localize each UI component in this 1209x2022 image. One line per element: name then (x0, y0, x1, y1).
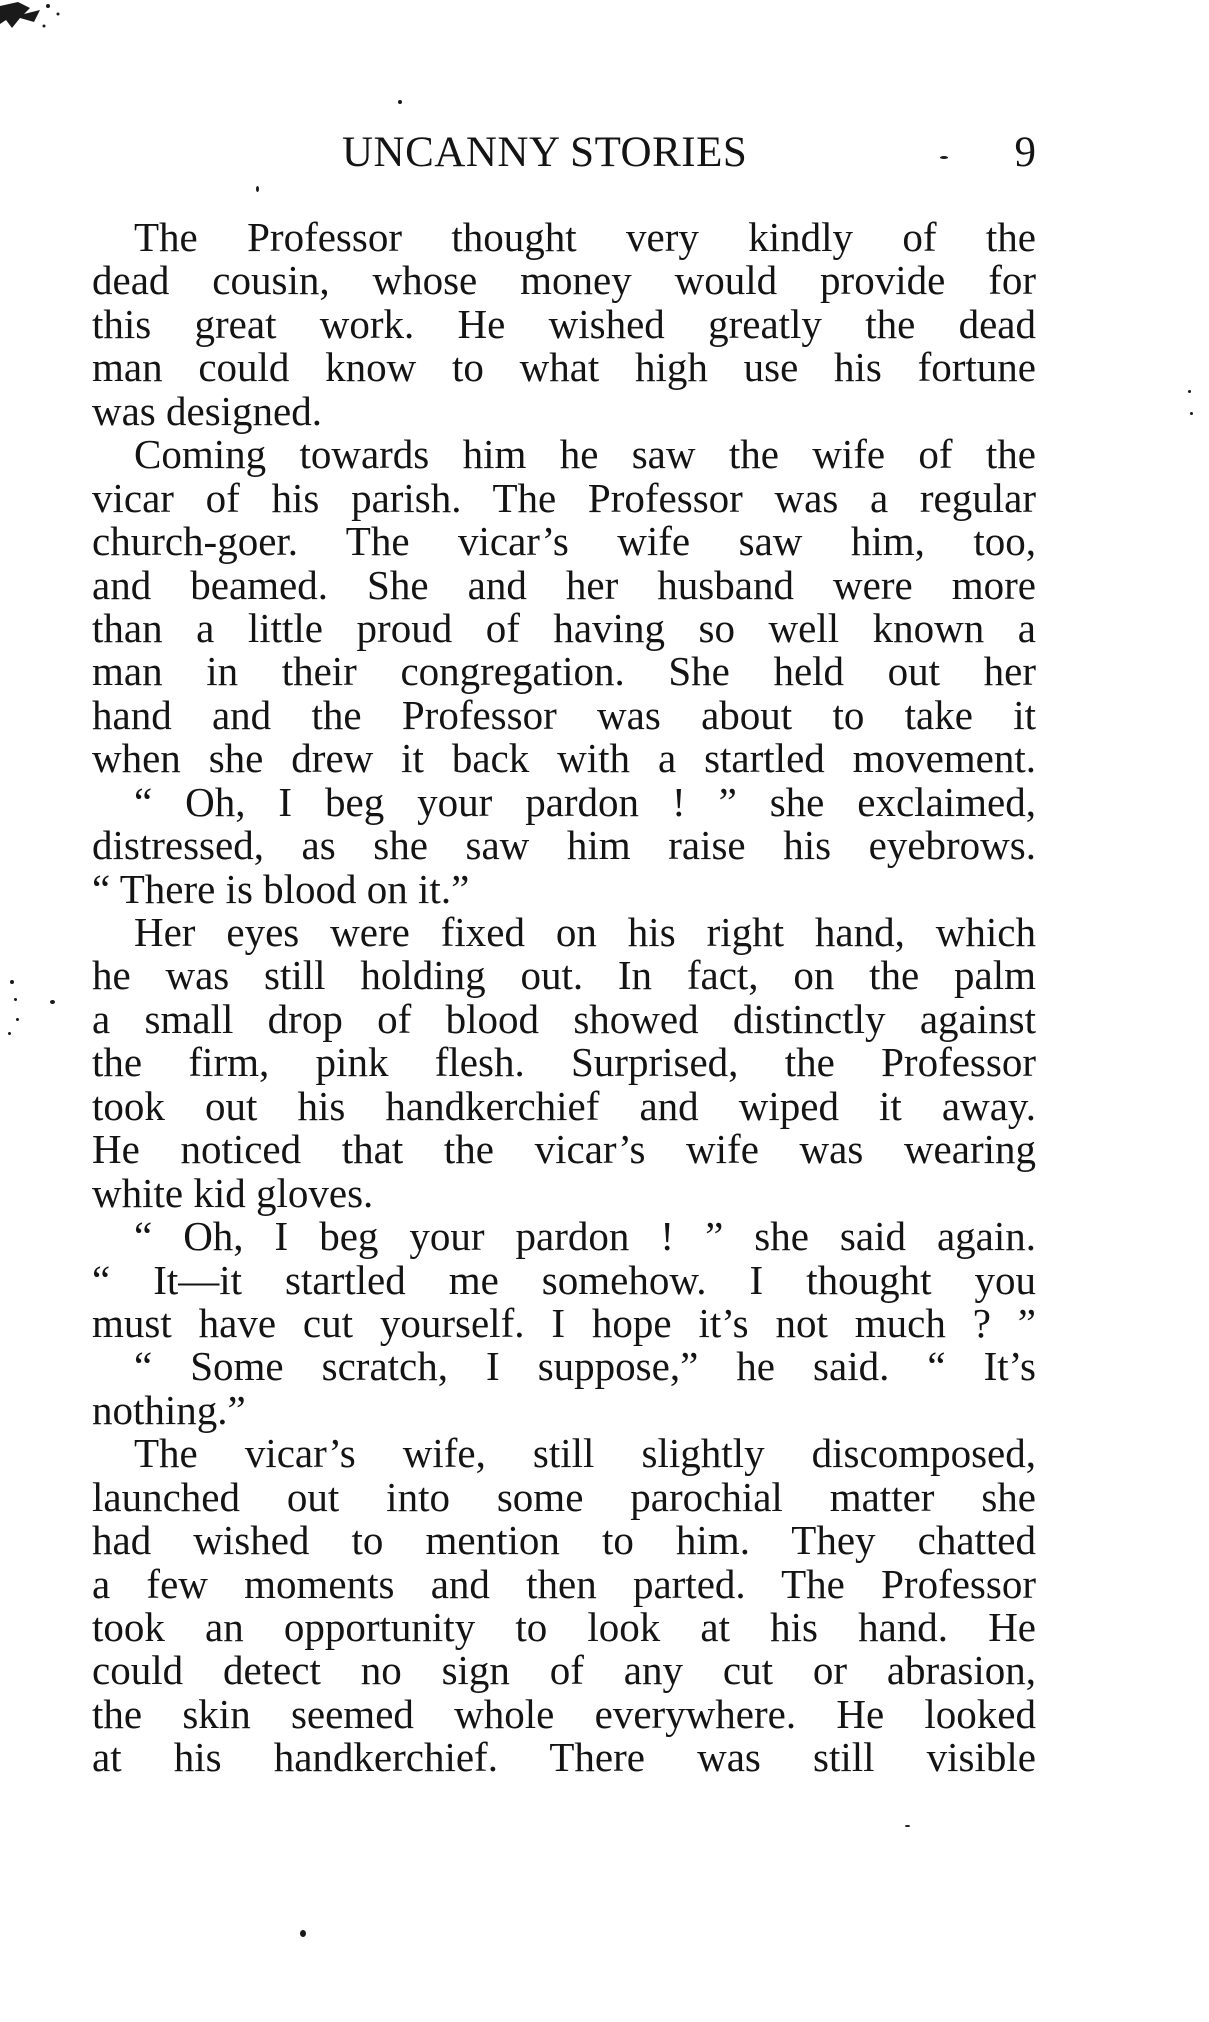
text-line: He noticed that the vicar’s wife was wearing (92, 1126, 1036, 1173)
text-line: The vicar’s wife, still slightly discomposed, (134, 1430, 1036, 1477)
text-line: Coming towards him he saw the wife of the (134, 431, 1036, 478)
ink-speck (940, 156, 948, 159)
running-title: UNCANNY STORIES (342, 129, 748, 176)
ink-speck (398, 100, 402, 104)
ink-speck (10, 980, 14, 984)
page-header (92, 128, 1036, 178)
text-line: and beamed. She and her husband were more (92, 561, 1036, 608)
text-line: could detect no sign of any cut or abrasion, (92, 1647, 1036, 1694)
text-line: “ Oh, I beg your pardon ! ” she said again. (134, 1213, 1036, 1260)
text-line: white kid gloves. (92, 1169, 374, 1216)
text-line: a small drop of blood showed distinctly against (92, 995, 1036, 1042)
ink-speck (1188, 390, 1191, 393)
text-line: launched out into some parochial matter she (92, 1473, 1036, 1520)
text-line: distressed, as she saw him raise his eyebrows. (92, 822, 1036, 869)
text-line: man in their congregation. She held out her (92, 648, 1036, 695)
text-line: The Professor thought very kindly of the (134, 214, 1036, 260)
text-line: church-goer. The vicar’s wife saw him, too, (92, 518, 1036, 565)
text-line: had wished to mention to him. They chatted (92, 1517, 1036, 1564)
text-line: the skin seemed whole everywhere. He looked (92, 1690, 1036, 1737)
text-line: was designed. (92, 387, 323, 434)
text-line: at his handkerchief. There was still visible (92, 1734, 1036, 1781)
ink-speck (256, 186, 259, 192)
text-line: he was still holding out. In fact, on the palm (92, 952, 1036, 999)
ink-speck (14, 998, 17, 1001)
text-line: when she drew it back with a startled movement. (92, 735, 1036, 782)
text-line: a few moments and then parted. The Professor (92, 1560, 1036, 1607)
ink-speck (16, 1018, 19, 1021)
text-line: “ It—it startled me somehow. I thought you (92, 1256, 1036, 1303)
text-line: “ Oh, I beg your pardon ! ” she exclaimed, (134, 778, 1036, 825)
text-line: “ Some scratch, I suppose,” he said. “ It’s (134, 1343, 1036, 1390)
text-line: “ There is blood on it.” (92, 865, 470, 912)
text-line: man could know to what high use his fortune (92, 344, 1036, 391)
text-line: dead cousin, whose money would provide for (92, 257, 1036, 304)
ink-speck (905, 1825, 910, 1827)
text-line: the firm, pink flesh. Surprised, the Professor (92, 1039, 1036, 1086)
text-line: nothing.” (92, 1386, 246, 1433)
text-line: took an opportunity to look at his hand. He (92, 1604, 1036, 1650)
text-line: Her eyes were fixed on his right hand, which (134, 909, 1036, 955)
text-line: than a little proud of having so well known a (92, 604, 1036, 651)
ink-speck (50, 1000, 55, 1004)
scan-artifact-icon (0, 0, 70, 40)
text-line: took out his handkerchief and wiped it away. (92, 1082, 1036, 1129)
ink-speck (1190, 412, 1193, 415)
ink-speck (8, 1032, 11, 1035)
text-line: vicar of his parish. The Professor was a regular (92, 474, 1036, 521)
body-text (92, 216, 1036, 1780)
text-line: hand and the Professor was about to take it (92, 691, 1036, 738)
text-line: this great work. He wished greatly the dead (92, 300, 1036, 347)
text-line: must have cut yourself. I hope it’s not much ? ” (92, 1299, 1036, 1346)
page-number: 9 (1014, 129, 1036, 176)
ink-speck (300, 1930, 306, 1937)
